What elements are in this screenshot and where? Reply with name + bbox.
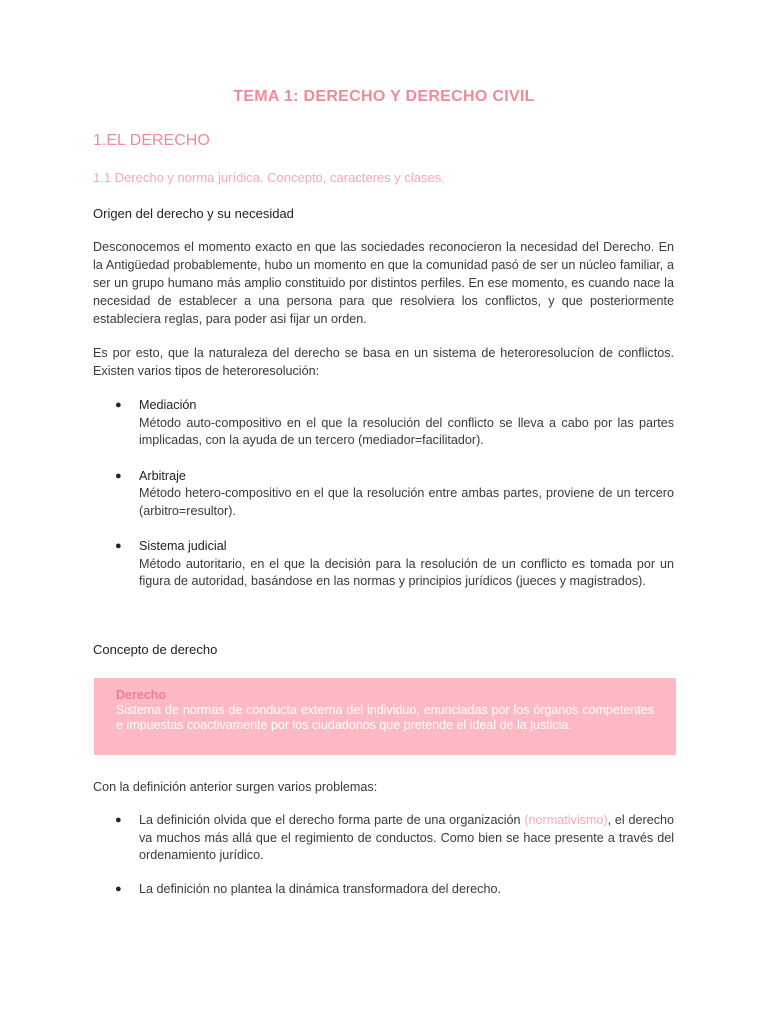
subsection-heading: 1.1 Derecho y norma jurídica. Concepto, caracteres y clases. [93,170,445,185]
origin-heading: Origen del derecho y su necesidad [93,206,294,221]
problems-list [93,812,674,898]
list-item [93,397,674,450]
list-item-text: Método autoritario, en el que la decisión para la resolución de un conflicto es tomada por un figura de autoridad, basándose en las normas y principios jurídicos (jueces y magistrados). [139,556,674,588]
callout-text: Sistema de normas de conducta externa del individuo, enunciadas por los órganos competentes e impuestas coactivamente por los ciudadonos que pretende el ideal de la justicia. [116,703,654,732]
origin-paragraph-2: Es por esto, que la naturaleza del derecho se basa en un sistema de heteroresolucíon de conflictos. Existen varios tipos de heteroresolución: [93,346,674,378]
definition-callout [94,678,676,755]
list-item-text [139,812,674,865]
list-item [93,538,674,591]
problem1-text-end: , el derecho va muchos más allá que el regimiento de conductos. Como bien se hace presente a través del ordenamiento jurídico. [139,813,675,862]
document-title: TEMA 1: DERECHO Y DERECHO CIVIL [233,88,535,105]
list-item-text: La definición no plantea la dinámica transformadora del derecho. [139,881,501,896]
bullet-icon: ● [115,469,122,482]
list-item-text: Método auto-compositivo en el que la resolución del conflicto se lleva a cabo por las partes implicadas, con la ayuda de un tercero (mediador=facilitador). [139,415,674,447]
list-item-title: Sistema judicial [139,539,227,553]
heteroresolution-list [93,397,674,591]
section-heading: 1.EL DERECHO [93,132,210,149]
bullet-icon: ● [115,540,122,552]
list-item-title: Arbitraje [139,468,186,483]
normativismo-highlight: (normativismo) [524,813,608,827]
list-item [93,468,674,521]
bullet-icon: ● [115,882,122,895]
problems-intro: Con la definición anterior surgen varios problemas: [93,780,378,794]
list-item-title: Mediación [139,398,197,412]
origin-paragraph-1: Desconocemos el momento exacto en que las sociedades reconocieron la necesidad del Derecho. En la Antigüedad probablemente, hubo un momento en que la comunidad pasó de ser un núcleo familiar, a ser un grupo humano más amplio constituido por distintos perfiles. En ese momento, es cuando nace la necesidad de establecer a una persona para que resolviera los conflictos, y que posteriormente estableciera reglas, para poder asi fijar un orden. [93,240,674,326]
concept-heading: Concepto de derecho [93,642,218,657]
list-item [93,812,674,865]
list-item [93,881,674,899]
bullet-icon: ● [115,399,122,411]
bullet-icon: ● [115,814,122,826]
problem1-text-start: La definición olvida que el derecho forma parte de una organización [139,813,525,827]
callout-title: Derecho [116,688,167,702]
list-item-text: Método hetero-compositivo en el que la resolución entre ambas partes, proviene de un tercero (arbitro=resultor). [139,486,674,518]
